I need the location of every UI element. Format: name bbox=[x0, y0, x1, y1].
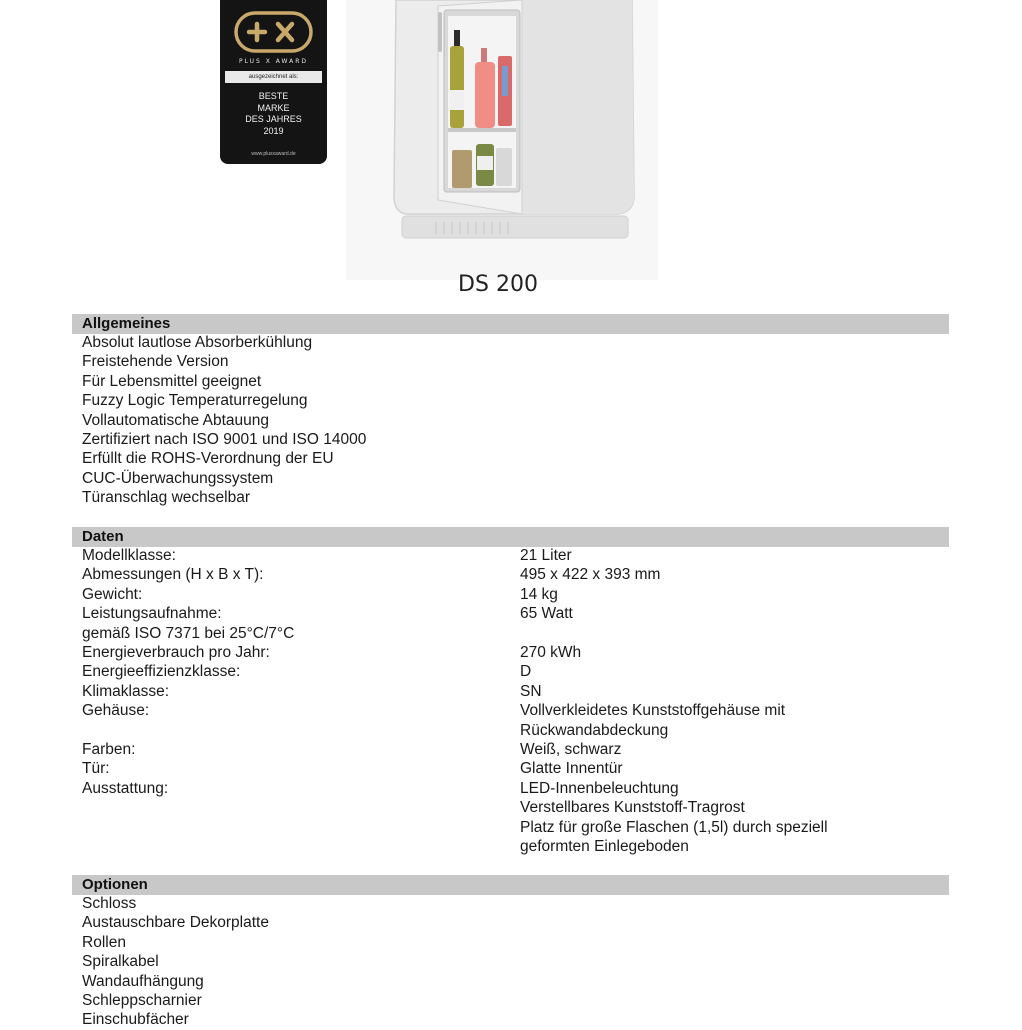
list-item: Erfüllt die ROHS-Verordnung der EU bbox=[82, 450, 334, 468]
data-value bbox=[520, 662, 531, 681]
data-value-line: D bbox=[520, 663, 532, 681]
data-value-line: Vollverkleidetes Kunststoffgehäuse mit bbox=[520, 702, 786, 720]
award-line: DES JAHRES bbox=[245, 114, 302, 124]
list-item: Schloss bbox=[82, 895, 137, 912]
award-line: 2019 bbox=[263, 125, 284, 136]
data-value-line: Weiß, schwarz bbox=[520, 741, 622, 758]
data-label: gemäß ISO 7371 bei 25°C/7°C bbox=[82, 624, 295, 642]
section-title: Optionen bbox=[82, 876, 148, 893]
data-label: Abmessungen (H x B x T): bbox=[82, 566, 264, 584]
data-label: Modellklasse: bbox=[82, 547, 176, 564]
list-item: Spiralkabel bbox=[82, 953, 159, 971]
data-value bbox=[520, 585, 558, 604]
data-value bbox=[520, 779, 828, 857]
award-brand: PLUS X AWARD bbox=[238, 58, 309, 65]
data-value-line: SN bbox=[520, 682, 542, 700]
data-value-line: 270 kWh bbox=[520, 644, 582, 661]
data-label: Klimaklasse: bbox=[82, 682, 169, 700]
general-features-list bbox=[82, 333, 366, 508]
data-value bbox=[520, 701, 785, 740]
data-label: Tür: bbox=[82, 760, 110, 778]
data-label: Energieeffizienzklasse: bbox=[82, 663, 241, 681]
list-item: Zertifiziert nach ISO 9001 und ISO 14000 bbox=[82, 431, 367, 449]
product-image-fridge bbox=[346, 0, 658, 280]
product-model-title: DS 200 bbox=[458, 272, 538, 297]
data-value-line: Verstellbares Kunststoff-Tragrost bbox=[520, 799, 745, 817]
data-label: Energieverbrauch pro Jahr: bbox=[82, 644, 270, 661]
data-value-line: 21 Liter bbox=[520, 547, 572, 564]
data-value-line: Glatte Innentür bbox=[520, 760, 623, 778]
list-item: Absolut lautlose Absorberkühlung bbox=[82, 334, 313, 351]
award-text bbox=[220, 91, 327, 137]
data-label: Leistungsaufnahme: bbox=[82, 605, 222, 623]
data-value bbox=[520, 546, 572, 565]
list-item: Austauschbare Dekorplatte bbox=[82, 914, 269, 932]
list-item: Schleppscharnier bbox=[82, 992, 202, 1010]
data-value bbox=[520, 604, 573, 623]
plus-x-award-logo bbox=[227, 2, 320, 56]
list-item: Einschubfächer bbox=[82, 1011, 189, 1029]
award-subtitle: ausgezeichnet als: bbox=[225, 71, 322, 83]
award-line: BESTE bbox=[258, 91, 289, 101]
data-value bbox=[520, 643, 581, 662]
data-value-line: 495 x 422 x 393 mm bbox=[520, 566, 661, 584]
section-header-data bbox=[72, 527, 949, 547]
list-item: CUC-Überwachungssystem bbox=[82, 469, 274, 487]
section-header-options bbox=[72, 875, 949, 895]
data-value bbox=[520, 740, 621, 759]
list-item: Für Lebensmittel geeignet bbox=[82, 372, 262, 390]
data-value-line: Rückwandabdeckung bbox=[520, 721, 669, 739]
data-label: Farben: bbox=[82, 741, 136, 758]
data-value-line: 65 Watt bbox=[520, 605, 573, 623]
list-item: Freistehende Version bbox=[82, 353, 229, 371]
list-item: Wandaufhängung bbox=[82, 972, 204, 990]
data-value bbox=[520, 682, 542, 701]
data-label: Gewicht: bbox=[82, 585, 143, 603]
data-value bbox=[520, 565, 660, 584]
award-line: MARKE bbox=[257, 102, 290, 113]
list-item: Türanschlag wechselbar bbox=[82, 489, 251, 507]
list-item: Fuzzy Logic Temperaturregelung bbox=[82, 392, 308, 410]
data-value-line: 14 kg bbox=[520, 585, 558, 603]
list-item: Vollautomatische Abtauung bbox=[82, 411, 269, 429]
section-title: Allgemeines bbox=[82, 315, 171, 332]
data-label: Gehäuse: bbox=[82, 702, 150, 720]
plus-x-award-badge bbox=[220, 0, 327, 164]
list-item: Rollen bbox=[82, 933, 126, 951]
options-list bbox=[82, 894, 269, 1030]
section-header-general bbox=[72, 314, 949, 334]
data-value-line: Platz für große Flaschen (1,5l) durch speziell bbox=[520, 818, 828, 836]
data-value-line: geformten Einlegeboden bbox=[520, 838, 689, 856]
data-value bbox=[520, 759, 623, 778]
section-title: Daten bbox=[82, 528, 124, 545]
data-label: Ausstattung: bbox=[82, 779, 169, 797]
data-value-line: LED-Innenbeleuchtung bbox=[520, 779, 679, 797]
award-url: www.plusxaward.de bbox=[251, 151, 296, 157]
